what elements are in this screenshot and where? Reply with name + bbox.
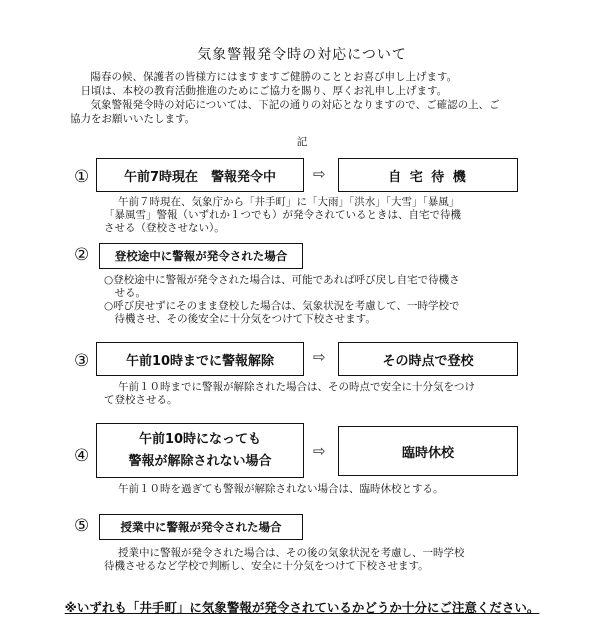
intro-line: 陽春の候、保護者の皆様方にはますますご健勝のこととお喜び申し上げます。	[90, 71, 458, 83]
desc-line: て登校させる。	[104, 394, 178, 406]
condition-box: 授業中に警報が発令された場合	[99, 514, 303, 540]
desc-line: させる（登校させない）。	[104, 222, 225, 234]
desc-line: 午前７時現在、気象庁から「井手町」に「大雨」「洪水」「大雪」「暴風」	[118, 196, 460, 208]
intro-line: 協力をお願いいたします。	[70, 113, 196, 125]
section-number: ①	[74, 167, 90, 187]
condition-box: 午前10時までに警報解除	[96, 342, 304, 376]
section-number: ③	[74, 351, 90, 371]
section-number: ⑤	[74, 516, 90, 536]
desc-line: ○呼び戻せずにそのまま登校した場合は、気象状況を考慮して、一時学校で	[104, 300, 460, 312]
footer-notice: ※いずれも「井手町」に気象警報が発令されているかどうか十分にご注意ください。	[64, 600, 540, 615]
page-title: 気象警報発令時の対応について	[197, 47, 407, 63]
desc-line: せる。	[104, 287, 146, 299]
condition-box: 登校途中に警報が発令された場合	[99, 243, 303, 269]
intro-paragraph	[70, 70, 550, 126]
section-description	[104, 547, 534, 573]
arrow-icon: ⇨	[313, 165, 326, 183]
desc-line: 午前１０時を過ぎても警報が解除されない場合は、臨時休校とする。	[118, 483, 444, 495]
result-box: 臨時休校	[338, 426, 518, 476]
condition-box: 午前7時現在 警報発令中	[96, 158, 304, 192]
section-description	[104, 274, 534, 326]
result-box: 自 宅 待 機	[338, 158, 518, 192]
desc-line: ○登校途中に警報が発令された場合は、可能であれば呼び戻し自宅で待機さ	[104, 274, 460, 286]
desc-line: 待機させるなど学校で判断し、安全に十分気をつけて下校させます。	[104, 560, 429, 572]
section-description	[118, 483, 538, 496]
desc-line: 午前１０時までに警報が解除された場合は、その時点で安全に十分気をつけ	[118, 381, 475, 393]
result-box: その時点で登校	[338, 342, 518, 376]
ki-heading: 記	[296, 136, 308, 148]
arrow-icon: ⇨	[313, 442, 326, 460]
section-description	[104, 381, 534, 407]
section-number: ②	[74, 245, 90, 265]
condition-line: 警報が解除されない場合	[128, 453, 272, 469]
section-description	[104, 196, 524, 235]
desc-line: 待機させ、その後安全に十分気をつけて下校させます。	[104, 313, 376, 325]
arrow-icon: ⇨	[313, 348, 326, 366]
intro-line: 日頃は、本校の教育活動推進のためにご協力を賜り、厚くお礼申し上げます。	[80, 85, 448, 97]
desc-line: 「暴風雪」警報（いずれか１つでも）が発令されているときは、自宅で待機	[104, 209, 461, 221]
desc-line: 授業中に警報が発令された場合は、その後の気象状況を考慮し、一時学校	[118, 547, 465, 559]
section-number: ④	[74, 446, 90, 466]
condition-line: 午前10時になっても	[138, 431, 262, 447]
condition-box	[96, 423, 304, 478]
intro-line: 気象警報発令時の対応については、下記の通りの対応となりますので、ご確認の上、ご	[90, 99, 500, 111]
